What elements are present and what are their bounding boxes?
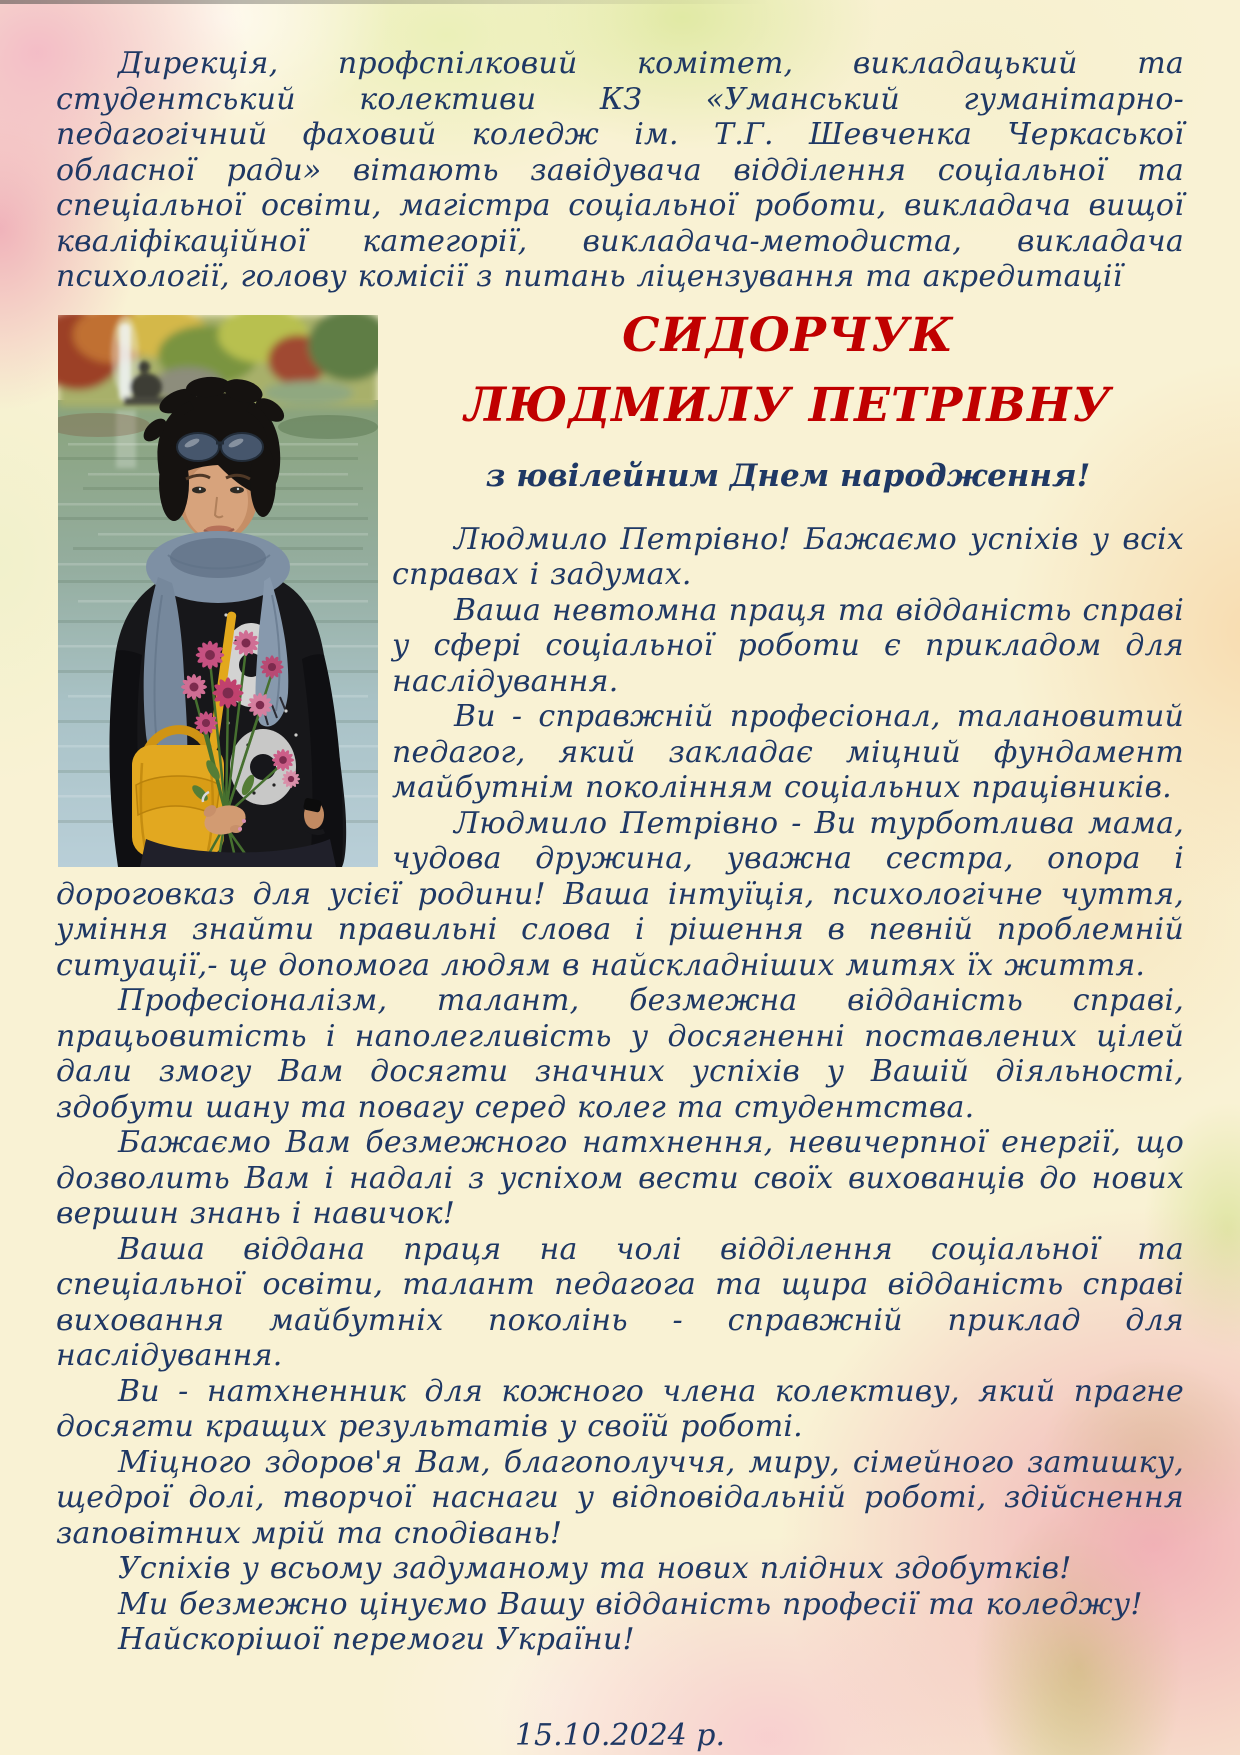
body-paragraph: Ми безмежно цінуємо Вашу відданість професії та коледжу! [118, 1586, 1143, 1622]
title-given-names: ЛЮДМИЛУ ПЕТРІВНУ [464, 378, 1112, 433]
body-paragraph: Ви - справжній професіонал, талановитий педагог, який закладає міцний фундамент майбутнім поколінням соціальних працівників. [392, 699, 1184, 805]
honoree-photo [58, 315, 378, 867]
body-paragraph: Професіоналізм, талант, безмежна відданість справі, працьовитість і наполегливість у досягненні поставлених цілей дали змогу Вам досягти значних успіхів у Вашій діяльності, здобути шану та повагу серед колег та студентства. [56, 983, 1184, 1125]
body-paragraph: Успіхів у всьому задуманому та нових плідних здобутків! [118, 1551, 1072, 1586]
top-edge-shadow [0, 0, 769, 4]
occasion-subtitle: з ювілейним Днем народження! [485, 457, 1091, 494]
lake-photo-illustration [58, 315, 378, 867]
body-paragraph: Ваша невтомна праця та відданість справі у сфері соціальної роботи є прикладом для наслідування. [392, 592, 1184, 699]
body-paragraph: Людмило Петрівно! Бажаємо успіхів у всіх справах і задумах. [392, 521, 1184, 592]
body-paragraph: Ви - натхненник для кожного члена колективу, який прагне досягти кращих результатів у своїй роботі. [56, 1373, 1184, 1444]
date: 15.10.2024 р. [514, 1717, 726, 1753]
header-paragraph: Дирекція, профспілковий комітет, викладацький та студентський колективи КЗ «Уманський гуманітарно-педагогічний фаховий коледж ім. Т.Г. Шевченка Черкаської обласної ради» вітають завідувача відділення соціальної та спеціальної освіти, магістра соціальної роботи, викладача вищої кваліфікаційної категорії, викладача-методиста, викладача психології, голову комісії з питань ліцензування та акредитації [56, 46, 1184, 294]
body-paragraph: Найскорішої перемоги України! [118, 1622, 635, 1657]
title-surname: СИДОРЧУК [622, 307, 954, 363]
body-paragraph: Міцного здоров'я Вам, благополуччя, миру, сімейного затишку, щедрої долі, творчої наснаги у відповідальній роботі, здійснення заповітних мрій та сподівань! [56, 1444, 1184, 1551]
body-paragraph: Бажаємо Вам безмежного натхнення, невичерпної енергії, що дозволить Вам і надалі з успіхом вести своїх вихованців до нових вершин знань і навичок! [56, 1125, 1184, 1231]
body-paragraph: Людмило Петрівно - Ви турботлива мама, чудова дружина, уважна сестра, опора і дороговказ для усієї родини! Ваша інтуїція, психологічне чуття, уміння знайти правильні слова і рішення в певній проблемній ситуації,- це допомога людям в найскладніших митях їх життя. [56, 805, 1184, 983]
body-paragraph: Ваша віддана праця на чолі відділення соціальної та спеціальної освіти, талант педагога та щира відданість справі виховання майбутніх поколінь - справжній приклад для наслідування. [56, 1231, 1184, 1373]
